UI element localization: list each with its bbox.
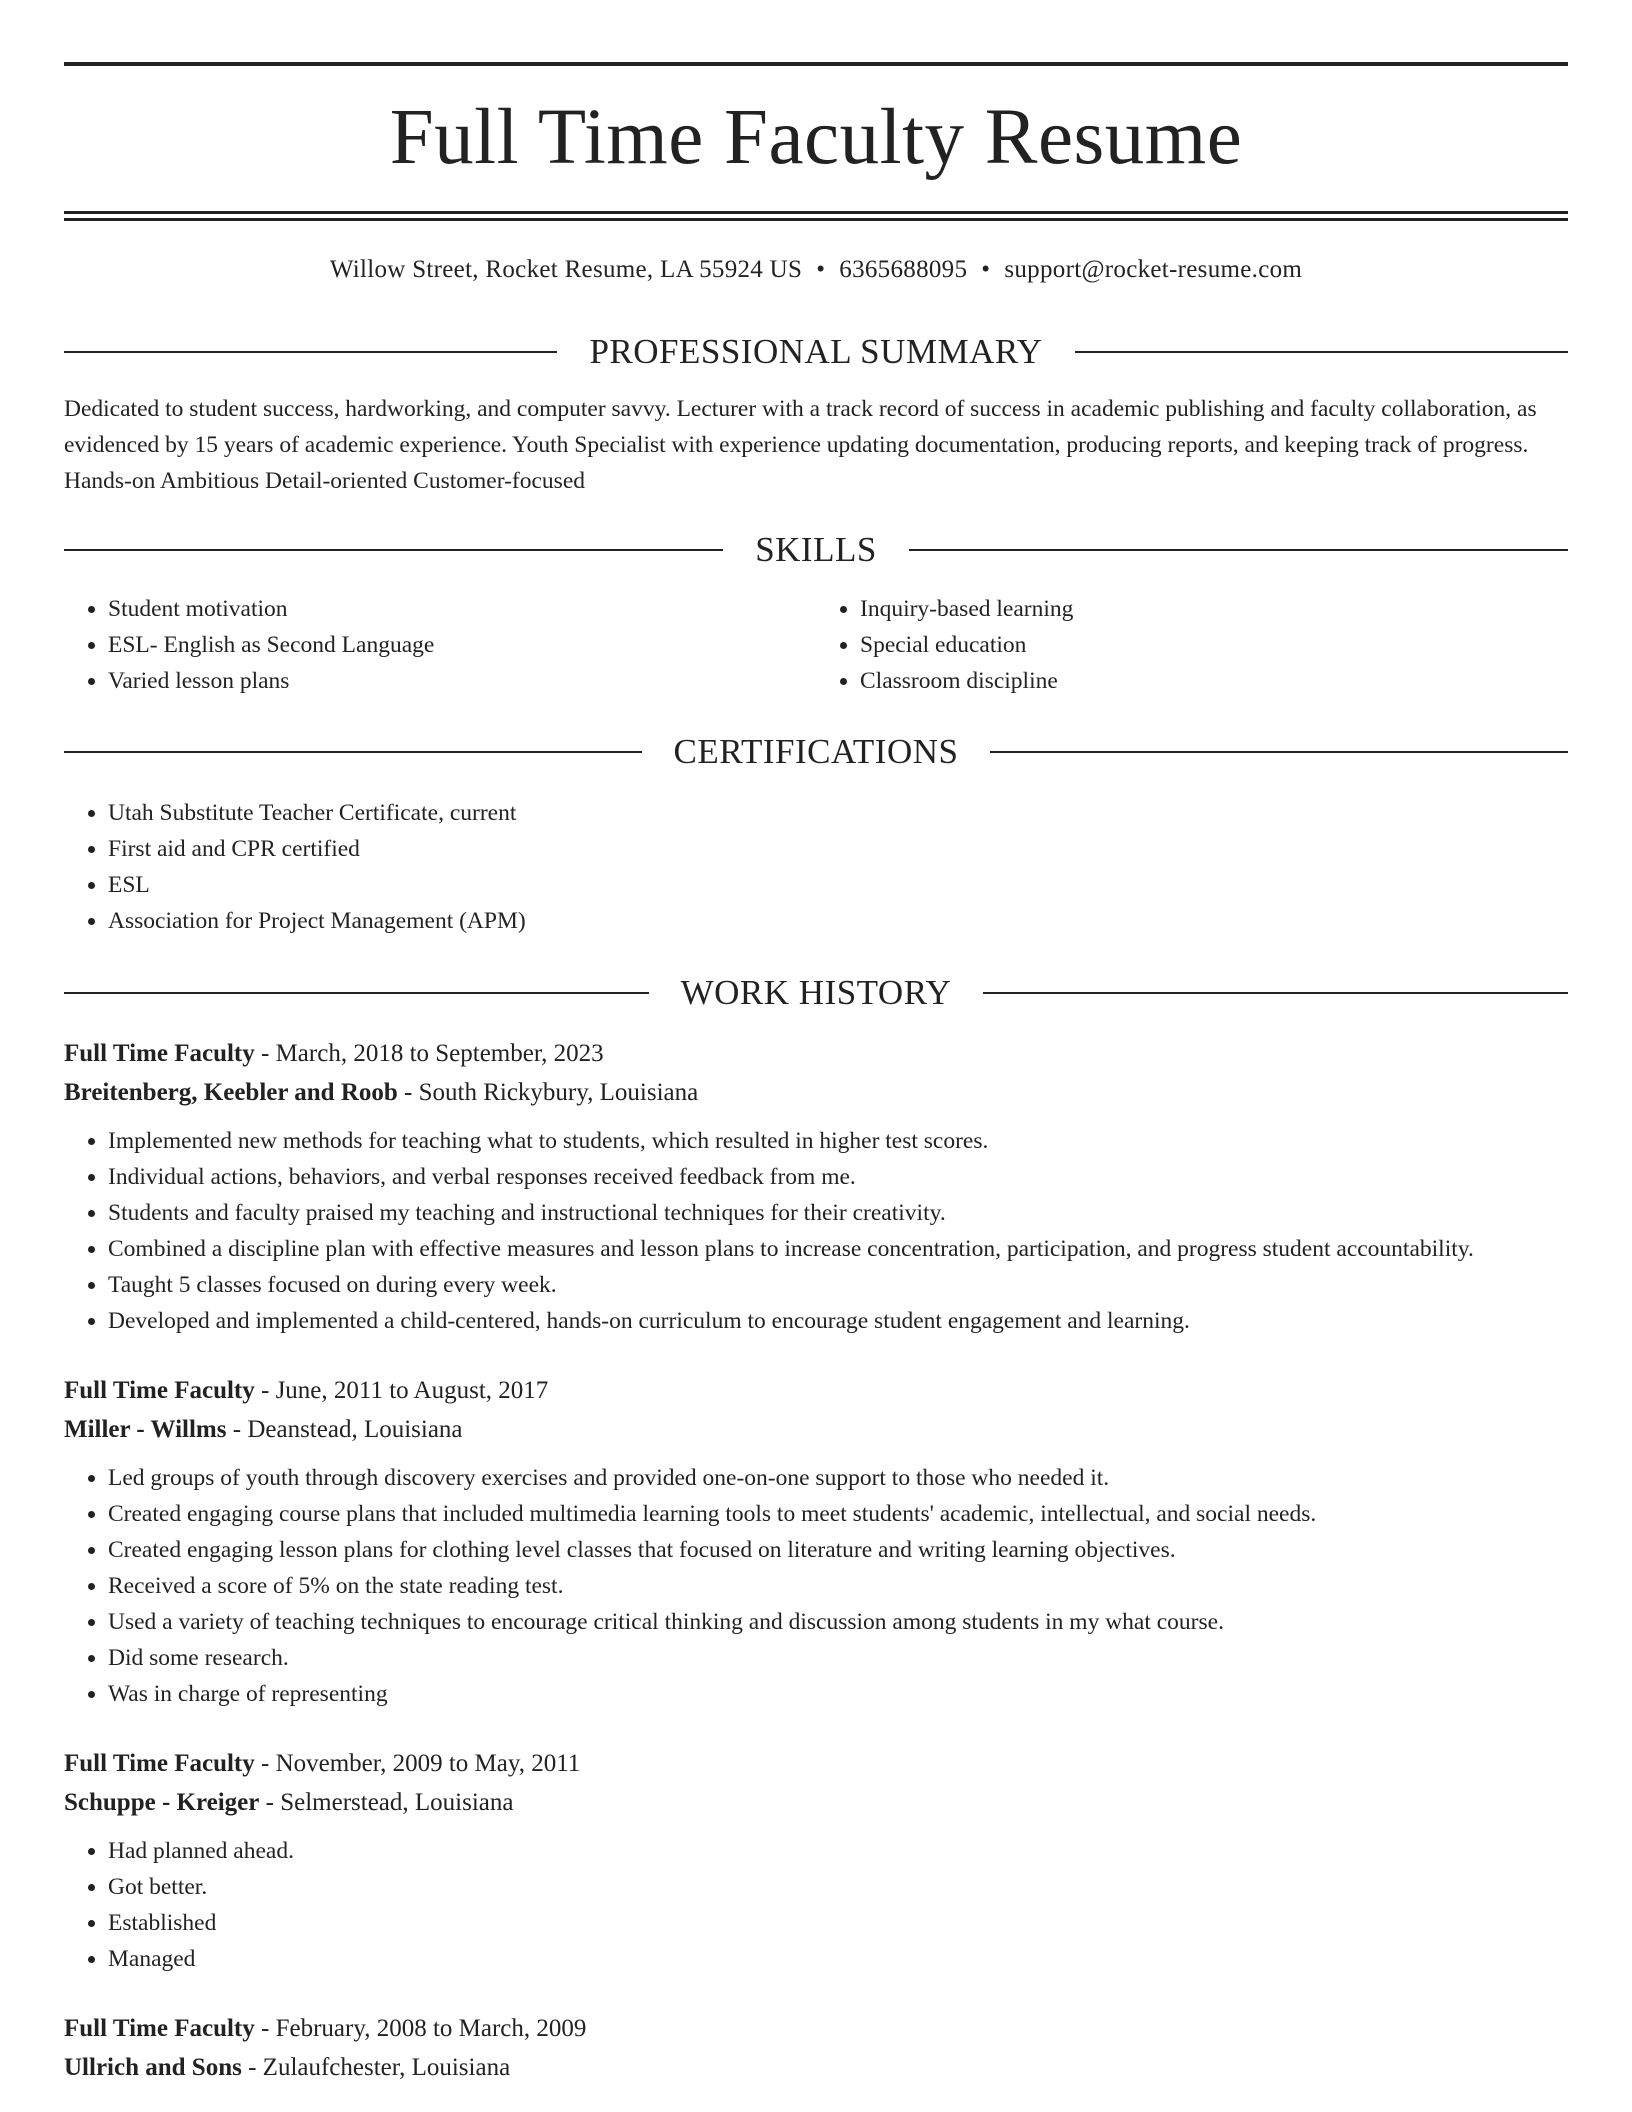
job-title-line bbox=[64, 1744, 1568, 1783]
contact-email: support@rocket-resume.com bbox=[1004, 256, 1303, 283]
section-heading-skills bbox=[64, 532, 1568, 567]
section-title: SKILLS bbox=[755, 530, 877, 569]
job-bullet: • Was in charge of representing bbox=[108, 1676, 1568, 1712]
job-entry bbox=[64, 1744, 1568, 1977]
heading-rule-right bbox=[983, 992, 1568, 994]
job-company-line bbox=[64, 2048, 1568, 2087]
job-bullet: • Led groups of youth through discovery exercises and provided one-on-one support to those who needed it. bbox=[108, 1460, 1568, 1496]
skills-column-left bbox=[64, 591, 816, 699]
job-dates: - June, 2011 to August, 2017 bbox=[254, 1377, 549, 1404]
section-title: PROFESSIONAL SUMMARY bbox=[589, 332, 1043, 371]
job-bullet: • Had planned ahead. bbox=[108, 1833, 1568, 1869]
job-dates: - March, 2018 to September, 2023 bbox=[254, 1040, 604, 1067]
job-title-line bbox=[64, 1034, 1568, 1073]
job-title-line bbox=[64, 1371, 1568, 1410]
skill-item: • Student motivation bbox=[108, 591, 816, 627]
job-company: Miller - Willms bbox=[64, 1416, 227, 1443]
job-bullet: • Received a score of 5% on the state reading test. bbox=[108, 1568, 1568, 1604]
job-entry bbox=[64, 1034, 1568, 1339]
contact-separator: • bbox=[816, 256, 826, 283]
heading-rule-right bbox=[1075, 351, 1568, 353]
skill-item: • Special education bbox=[860, 627, 1568, 663]
job-title: Full Time Faculty bbox=[64, 2015, 255, 2042]
certification-item: • Utah Substitute Teacher Certificate, current bbox=[108, 795, 1568, 831]
certification-item: • First aid and CPR certified bbox=[108, 831, 1568, 867]
resume-title: Full Time Faculty Resume bbox=[389, 94, 1243, 181]
job-entry bbox=[64, 1371, 1568, 1712]
job-bullet: • Did some research. bbox=[108, 1640, 1568, 1676]
summary-text: Dedicated to student success, hardworking, and computer savvy. Lecturer with a track record of success in academic publishing and faculty collaboration, as evidenced by 15 years of academic experience. Youth Specialist with experience updating documentation, producing reports, and keeping track of progress. Hands-on Ambitious Detail-oriented Customer-focused bbox=[64, 396, 1537, 494]
contact-separator: • bbox=[981, 256, 991, 283]
job-bullet: • Created engaging course plans that included multimedia learning tools to meet students' academic, intellectual, and social needs. bbox=[108, 1496, 1568, 1532]
heading-rule-left bbox=[64, 992, 649, 994]
job-location: - Deanstead, Louisiana bbox=[226, 1416, 463, 1443]
job-entry bbox=[64, 2009, 1568, 2087]
contact-line bbox=[64, 257, 1568, 282]
job-bullet: • Managed bbox=[108, 1941, 1568, 1977]
job-bullets bbox=[64, 1123, 1568, 1339]
section-heading-work-history bbox=[64, 975, 1568, 1010]
job-bullet: • Established bbox=[108, 1905, 1568, 1941]
job-bullet: • Taught 5 classes focused on during every week. bbox=[108, 1267, 1568, 1303]
job-location: - Zulaufchester, Louisiana bbox=[241, 2054, 511, 2081]
job-bullet: • Created engaging lesson plans for clothing level classes that focused on literature and writing learning objectives. bbox=[108, 1532, 1568, 1568]
job-company-line bbox=[64, 1783, 1568, 1822]
contact-phone: 6365688095 bbox=[839, 256, 968, 283]
skills-list bbox=[64, 591, 1568, 699]
double-rule bbox=[64, 211, 1568, 221]
heading-rule-left bbox=[64, 751, 642, 753]
job-location: - South Rickybury, Louisiana bbox=[397, 1079, 699, 1106]
heading-rule-right bbox=[909, 549, 1568, 551]
job-bullet: • Developed and implemented a child-centered, hands-on curriculum to encourage student engagement and learning. bbox=[108, 1303, 1568, 1339]
heading-rule-left bbox=[64, 351, 557, 353]
job-company-line bbox=[64, 1073, 1568, 1112]
section-heading-summary bbox=[64, 334, 1568, 369]
job-company: Ullrich and Sons bbox=[64, 2054, 242, 2081]
job-bullet: • Got better. bbox=[108, 1869, 1568, 1905]
job-company: Schuppe - Kreiger bbox=[64, 1789, 260, 1816]
job-company-line bbox=[64, 1410, 1568, 1449]
skills-column-right bbox=[816, 591, 1568, 699]
certification-item: • ESL bbox=[108, 867, 1568, 903]
job-bullet: • Combined a discipline plan with effective measures and lesson plans to increase concentration, participation, and progress student accountability. bbox=[108, 1231, 1568, 1267]
job-title: Full Time Faculty bbox=[64, 1750, 255, 1777]
top-rule bbox=[64, 62, 1568, 66]
job-title: Full Time Faculty bbox=[64, 1040, 255, 1067]
job-title-line bbox=[64, 2009, 1568, 2048]
skill-item: • Classroom discipline bbox=[860, 663, 1568, 699]
certification-item: • Association for Project Management (APM) bbox=[108, 903, 1568, 939]
section-heading-certifications bbox=[64, 734, 1568, 769]
job-bullets bbox=[64, 1460, 1568, 1712]
job-bullet: • Students and faculty praised my teaching and instructional techniques for their creativity. bbox=[108, 1195, 1568, 1231]
skill-item: • Inquiry-based learning bbox=[860, 591, 1568, 627]
job-bullet: • Individual actions, behaviors, and verbal responses received feedback from me. bbox=[108, 1159, 1568, 1195]
section-title: CERTIFICATIONS bbox=[673, 732, 959, 771]
job-location: - Selmerstead, Louisiana bbox=[259, 1789, 514, 1816]
job-bullets bbox=[64, 1833, 1568, 1977]
job-bullet: • Implemented new methods for teaching what to students, which resulted in higher test scores. bbox=[108, 1123, 1568, 1159]
certifications-list bbox=[64, 795, 1568, 939]
section-title: WORK HISTORY bbox=[680, 973, 952, 1012]
job-bullet: • Used a variety of teaching techniques to encourage critical thinking and discussion among students in my what course. bbox=[108, 1604, 1568, 1640]
heading-rule-left bbox=[64, 549, 723, 551]
job-dates: - November, 2009 to May, 2011 bbox=[254, 1750, 581, 1777]
contact-address: Willow Street, Rocket Resume, LA 55924 US bbox=[329, 256, 803, 283]
job-company: Breitenberg, Keebler and Roob bbox=[64, 1079, 398, 1106]
skill-item: • Varied lesson plans bbox=[108, 663, 816, 699]
skill-item: • ESL- English as Second Language bbox=[108, 627, 816, 663]
heading-rule-right bbox=[990, 751, 1568, 753]
job-title: Full Time Faculty bbox=[64, 1377, 255, 1404]
job-dates: - February, 2008 to March, 2009 bbox=[254, 2015, 587, 2042]
